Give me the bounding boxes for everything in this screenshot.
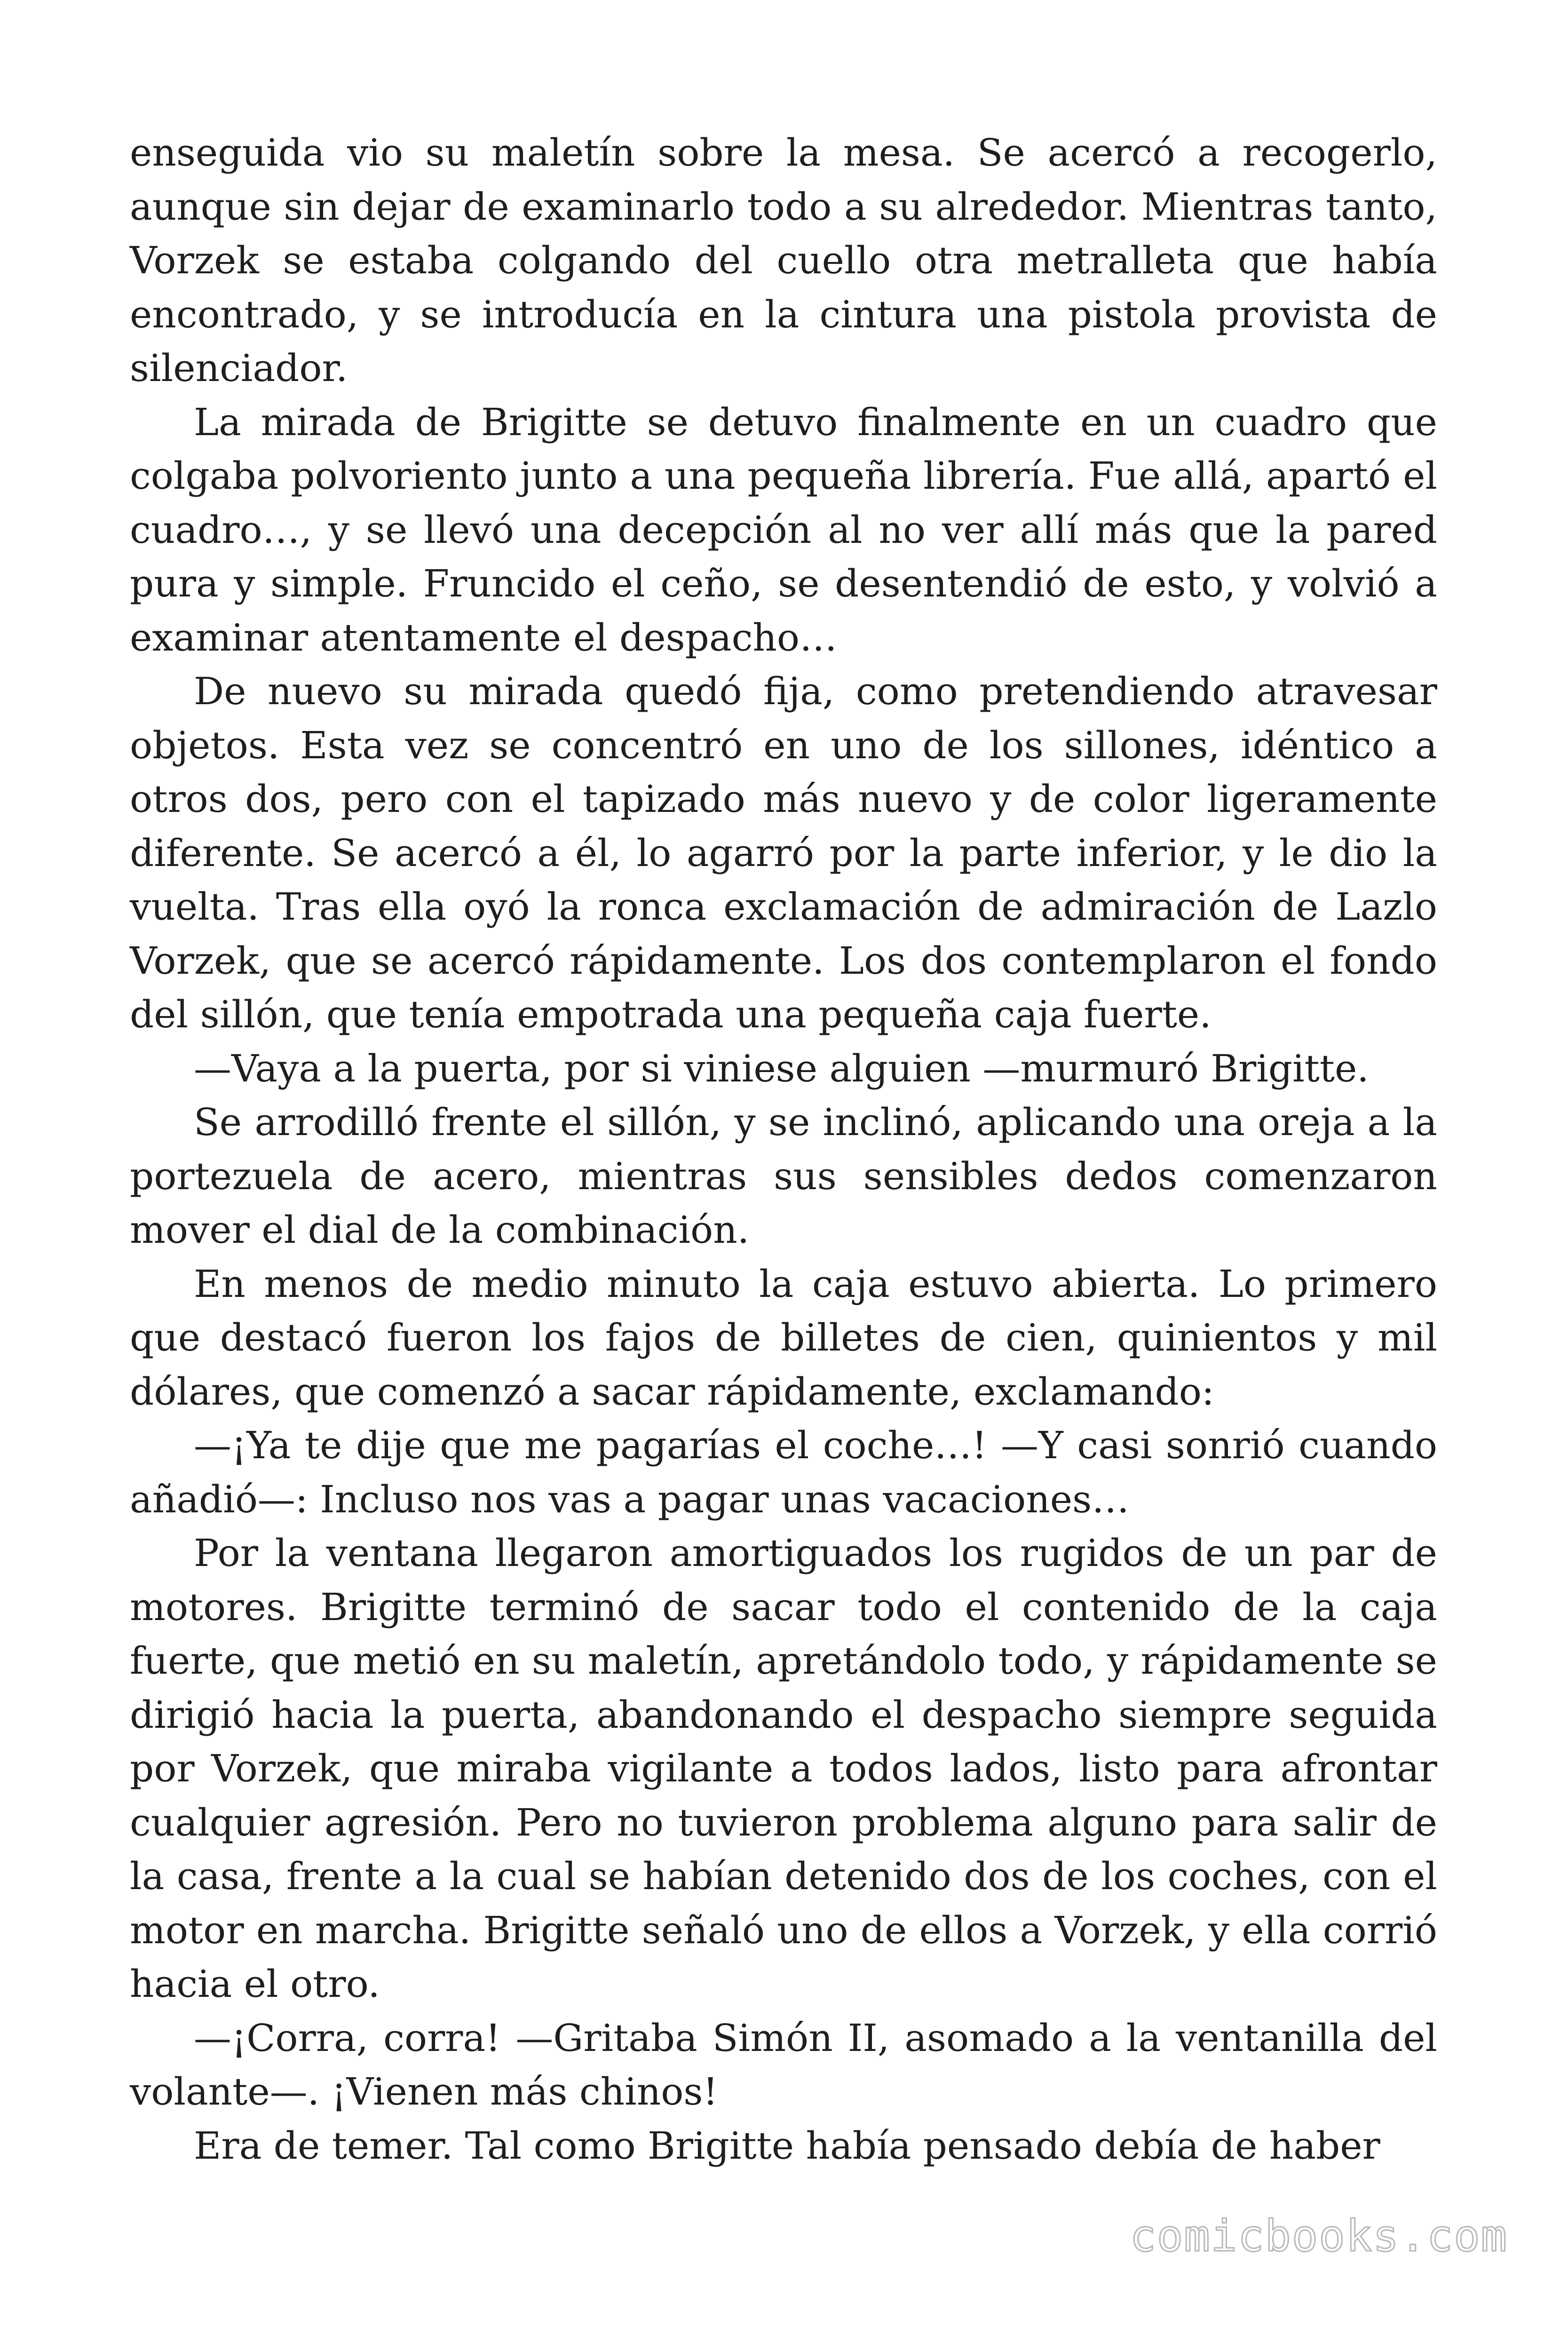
paragraph: —¡Ya te dije que me pagarías el coche…! —Y casi sonrió cuando añadió—: Incluso nos vas a pagar unas vacaciones… — [130, 1423, 1437, 1521]
paragraph: De nuevo su mirada quedó fija, como pretendiendo atravesar objetos. Esta vez se concentró en uno de los sillones, idéntico a otros dos, pero con el tapizado más nuevo y de color ligeramente diferente. Se acercó a él, lo agarró por la parte inferior, y le dio la vuelta. Tras ella oyó la ronca exclamación de admiración de Lazlo Vorzek, que se acercó rápidamente. Los dos contemplaron el fondo del sillón, que tenía empotrada una pequeña caja fuerte. — [130, 669, 1437, 1036]
paragraph: Era de temer. Tal como Brigitte había pensado debía de haber — [194, 2123, 1380, 2168]
paragraph: Por la ventana llegaron amortiguados los rugidos de un par de motores. Brigitte terminó de sacar todo el contenido de la caja fuerte, que metió en su maletín, apretándolo todo, y rápidamente se dirigió hacia la puerta, abandonando el despacho siempre seguida por Vorzek, que miraba vigilante a todos lados, listo para afrontar cualquier agresión. Pero no tuvieron problema alguno para salir de la casa, frente a la cual se habían detenido dos de los coches, con el motor en marcha. Brigitte señaló uno de ellos a Vorzek, y ella corrió hacia el otro. — [130, 1531, 1437, 2006]
paragraph: La mirada de Brigitte se detuvo finalmente en un cuadro que colgaba polvoriento junto a una pequeña librería. Fue allá, apartó el cuadro…, y se llevó una decepción al no ver allí más que la pared pura y simple. Fruncido el ceño, se desentendió de esto, y volvió a examinar atentamente el despacho… — [130, 400, 1437, 660]
paragraph: Se arrodilló frente el sillón, y se inclinó, aplicando una oreja a la portezuela de acero, mientras sus sensibles dedos comenzaron mover el dial de la combinación. — [130, 1100, 1437, 1252]
paragraph: enseguida vio su maletín sobre la mesa. Se acercó a recogerlo, aunque sin dejar de examinarlo todo a su alrededor. Mientras tanto, Vorzek se estaba colgando del cuello otra metralleta que había encontrado, y se introducía en la cintura una pistola provista de silenciador. — [130, 131, 1437, 390]
paragraph: —¡Corra, corra! —Gritaba Simón II, asomado a la ventanilla del volante—. ¡Vienen más chinos! — [130, 2016, 1437, 2114]
paragraph: En menos de medio minuto la caja estuvo abierta. Lo primero que destacó fueron los fajos de billetes de cien, quinientos y mil dólares, que comenzó a sacar rápidamente, exclamando: — [130, 1262, 1437, 1414]
paragraph: —Vaya a la puerta, por si viniese alguien —murmuró Brigitte. — [194, 1046, 1369, 1090]
body-text — [130, 126, 1437, 2173]
watermark: comicbooks.com — [1130, 2211, 1508, 2261]
